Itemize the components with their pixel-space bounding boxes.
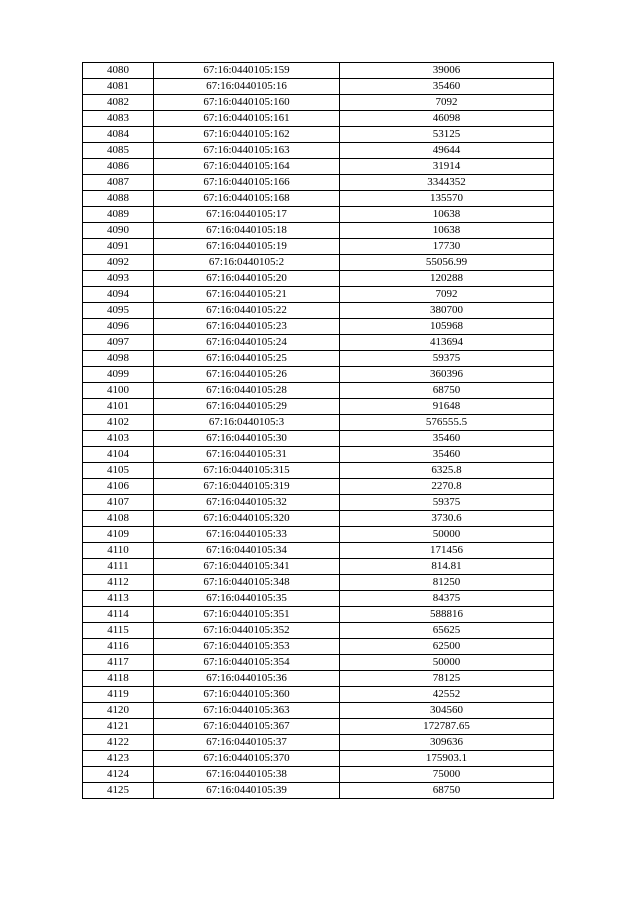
table-row [83, 575, 554, 591]
cadastral-number-cell: 67:16:0440105:162 [154, 127, 340, 143]
value-cell: 175903.1 [340, 751, 554, 767]
value-cell: 171456 [340, 543, 554, 559]
cadastral-number-cell: 67:16:0440105:37 [154, 735, 340, 751]
cadastral-number-cell: 67:16:0440105:348 [154, 575, 340, 591]
table-row [83, 95, 554, 111]
table-row [83, 783, 554, 799]
value-cell: 309636 [340, 735, 554, 751]
value-cell: 360396 [340, 367, 554, 383]
row-number-cell: 4093 [83, 271, 154, 287]
value-cell: 304560 [340, 703, 554, 719]
table-row [83, 703, 554, 719]
row-number-cell: 4094 [83, 287, 154, 303]
table-row [83, 671, 554, 687]
value-cell: 46098 [340, 111, 554, 127]
value-cell: 7092 [340, 95, 554, 111]
value-cell: 10638 [340, 207, 554, 223]
row-number-cell: 4116 [83, 639, 154, 655]
cadastral-number-cell: 67:16:0440105:341 [154, 559, 340, 575]
table-row [83, 655, 554, 671]
table-row [83, 111, 554, 127]
row-number-cell: 4121 [83, 719, 154, 735]
table-row [83, 303, 554, 319]
row-number-cell: 4112 [83, 575, 154, 591]
cadastral-number-cell: 67:16:0440105:36 [154, 671, 340, 687]
cadastral-number-cell: 67:16:0440105:3 [154, 415, 340, 431]
value-cell: 62500 [340, 639, 554, 655]
row-number-cell: 4081 [83, 79, 154, 95]
row-number-cell: 4101 [83, 399, 154, 415]
row-number-cell: 4117 [83, 655, 154, 671]
row-number-cell: 4115 [83, 623, 154, 639]
cadastral-number-cell: 67:16:0440105:319 [154, 479, 340, 495]
value-cell: 53125 [340, 127, 554, 143]
value-cell: 50000 [340, 527, 554, 543]
table-row [83, 607, 554, 623]
table-row [83, 591, 554, 607]
cadastral-number-cell: 67:16:0440105:32 [154, 495, 340, 511]
cadastral-number-cell: 67:16:0440105:163 [154, 143, 340, 159]
table-row [83, 687, 554, 703]
cadastral-number-cell: 67:16:0440105:22 [154, 303, 340, 319]
value-cell: 35460 [340, 79, 554, 95]
cadastral-number-cell: 67:16:0440105:21 [154, 287, 340, 303]
row-number-cell: 4104 [83, 447, 154, 463]
cadastral-number-cell: 67:16:0440105:28 [154, 383, 340, 399]
row-number-cell: 4088 [83, 191, 154, 207]
value-cell: 814.81 [340, 559, 554, 575]
table-row [83, 431, 554, 447]
row-number-cell: 4110 [83, 543, 154, 559]
cadastral-number-cell: 67:16:0440105:168 [154, 191, 340, 207]
row-number-cell: 4102 [83, 415, 154, 431]
value-cell: 81250 [340, 575, 554, 591]
table-row [83, 751, 554, 767]
value-cell: 7092 [340, 287, 554, 303]
cadastral-number-cell: 67:16:0440105:164 [154, 159, 340, 175]
row-number-cell: 4095 [83, 303, 154, 319]
table-row [83, 63, 554, 79]
cadastral-number-cell: 67:16:0440105:35 [154, 591, 340, 607]
value-cell: 55056.99 [340, 255, 554, 271]
value-cell: 105968 [340, 319, 554, 335]
cadastral-number-cell: 67:16:0440105:367 [154, 719, 340, 735]
table-row [83, 255, 554, 271]
row-number-cell: 4108 [83, 511, 154, 527]
row-number-cell: 4103 [83, 431, 154, 447]
table-row [83, 335, 554, 351]
value-cell: 413694 [340, 335, 554, 351]
cadastral-number-cell: 67:16:0440105:370 [154, 751, 340, 767]
row-number-cell: 4080 [83, 63, 154, 79]
row-number-cell: 4097 [83, 335, 154, 351]
cadastral-number-cell: 67:16:0440105:16 [154, 79, 340, 95]
row-number-cell: 4109 [83, 527, 154, 543]
table-row [83, 239, 554, 255]
value-cell: 2270.8 [340, 479, 554, 495]
row-number-cell: 4089 [83, 207, 154, 223]
table-row [83, 143, 554, 159]
table-row [83, 479, 554, 495]
row-number-cell: 4106 [83, 479, 154, 495]
table-row [83, 719, 554, 735]
table-row [83, 383, 554, 399]
cadastral-number-cell: 67:16:0440105:166 [154, 175, 340, 191]
cadastral-number-cell: 67:16:0440105:38 [154, 767, 340, 783]
cadastral-number-cell: 67:16:0440105:2 [154, 255, 340, 271]
value-cell: 588816 [340, 607, 554, 623]
cadastral-number-cell: 67:16:0440105:30 [154, 431, 340, 447]
row-number-cell: 4118 [83, 671, 154, 687]
table-row [83, 735, 554, 751]
cadastral-number-cell: 67:16:0440105:26 [154, 367, 340, 383]
cadastral-number-cell: 67:16:0440105:34 [154, 543, 340, 559]
cadastral-number-cell: 67:16:0440105:20 [154, 271, 340, 287]
cadastral-number-cell: 67:16:0440105:25 [154, 351, 340, 367]
value-cell: 120288 [340, 271, 554, 287]
table-row [83, 175, 554, 191]
cadastral-number-cell: 67:16:0440105:354 [154, 655, 340, 671]
cadastral-number-cell: 67:16:0440105:363 [154, 703, 340, 719]
row-number-cell: 4107 [83, 495, 154, 511]
table-row [83, 463, 554, 479]
cadastral-number-cell: 67:16:0440105:351 [154, 607, 340, 623]
value-cell: 35460 [340, 431, 554, 447]
row-number-cell: 4085 [83, 143, 154, 159]
value-cell: 576555.5 [340, 415, 554, 431]
data-table-body [83, 63, 554, 799]
cadastral-number-cell: 67:16:0440105:17 [154, 207, 340, 223]
value-cell: 3344352 [340, 175, 554, 191]
table-row [83, 207, 554, 223]
row-number-cell: 4120 [83, 703, 154, 719]
row-number-cell: 4098 [83, 351, 154, 367]
table-row [83, 271, 554, 287]
cadastral-number-cell: 67:16:0440105:159 [154, 63, 340, 79]
cadastral-number-cell: 67:16:0440105:353 [154, 639, 340, 655]
table-row [83, 623, 554, 639]
row-number-cell: 4090 [83, 223, 154, 239]
table-row [83, 191, 554, 207]
table-row [83, 223, 554, 239]
row-number-cell: 4091 [83, 239, 154, 255]
table-row [83, 511, 554, 527]
row-number-cell: 4105 [83, 463, 154, 479]
table-row [83, 79, 554, 95]
cadastral-number-cell: 67:16:0440105:19 [154, 239, 340, 255]
value-cell: 135570 [340, 191, 554, 207]
cadastral-number-cell: 67:16:0440105:31 [154, 447, 340, 463]
value-cell: 78125 [340, 671, 554, 687]
cadastral-number-cell: 67:16:0440105:160 [154, 95, 340, 111]
table-row [83, 527, 554, 543]
cadastral-number-cell: 67:16:0440105:18 [154, 223, 340, 239]
cadastral-number-cell: 67:16:0440105:33 [154, 527, 340, 543]
cadastral-number-cell: 67:16:0440105:161 [154, 111, 340, 127]
cadastral-number-cell: 67:16:0440105:39 [154, 783, 340, 799]
table-row [83, 767, 554, 783]
table-row [83, 367, 554, 383]
row-number-cell: 4096 [83, 319, 154, 335]
row-number-cell: 4100 [83, 383, 154, 399]
row-number-cell: 4092 [83, 255, 154, 271]
value-cell: 42552 [340, 687, 554, 703]
row-number-cell: 4122 [83, 735, 154, 751]
row-number-cell: 4119 [83, 687, 154, 703]
row-number-cell: 4111 [83, 559, 154, 575]
cadastral-number-cell: 67:16:0440105:29 [154, 399, 340, 415]
data-table [82, 62, 554, 799]
value-cell: 10638 [340, 223, 554, 239]
cadastral-number-cell: 67:16:0440105:360 [154, 687, 340, 703]
value-cell: 59375 [340, 495, 554, 511]
value-cell: 59375 [340, 351, 554, 367]
table-row [83, 495, 554, 511]
row-number-cell: 4124 [83, 767, 154, 783]
row-number-cell: 4086 [83, 159, 154, 175]
row-number-cell: 4083 [83, 111, 154, 127]
row-number-cell: 4082 [83, 95, 154, 111]
value-cell: 68750 [340, 783, 554, 799]
value-cell: 380700 [340, 303, 554, 319]
row-number-cell: 4087 [83, 175, 154, 191]
table-row [83, 159, 554, 175]
table-row [83, 399, 554, 415]
value-cell: 68750 [340, 383, 554, 399]
value-cell: 65625 [340, 623, 554, 639]
value-cell: 50000 [340, 655, 554, 671]
cadastral-number-cell: 67:16:0440105:23 [154, 319, 340, 335]
value-cell: 91648 [340, 399, 554, 415]
value-cell: 6325.8 [340, 463, 554, 479]
value-cell: 17730 [340, 239, 554, 255]
value-cell: 172787.65 [340, 719, 554, 735]
row-number-cell: 4113 [83, 591, 154, 607]
table-row [83, 351, 554, 367]
value-cell: 75000 [340, 767, 554, 783]
value-cell: 35460 [340, 447, 554, 463]
row-number-cell: 4125 [83, 783, 154, 799]
value-cell: 31914 [340, 159, 554, 175]
value-cell: 39006 [340, 63, 554, 79]
table-row [83, 639, 554, 655]
table-row [83, 127, 554, 143]
cadastral-number-cell: 67:16:0440105:352 [154, 623, 340, 639]
table-row [83, 543, 554, 559]
table-row [83, 559, 554, 575]
cadastral-number-cell: 67:16:0440105:24 [154, 335, 340, 351]
value-cell: 49644 [340, 143, 554, 159]
row-number-cell: 4084 [83, 127, 154, 143]
row-number-cell: 4123 [83, 751, 154, 767]
table-row [83, 415, 554, 431]
value-cell: 84375 [340, 591, 554, 607]
table-row [83, 287, 554, 303]
table-row [83, 447, 554, 463]
row-number-cell: 4099 [83, 367, 154, 383]
cadastral-number-cell: 67:16:0440105:320 [154, 511, 340, 527]
cadastral-number-cell: 67:16:0440105:315 [154, 463, 340, 479]
table-row [83, 319, 554, 335]
value-cell: 3730.6 [340, 511, 554, 527]
row-number-cell: 4114 [83, 607, 154, 623]
